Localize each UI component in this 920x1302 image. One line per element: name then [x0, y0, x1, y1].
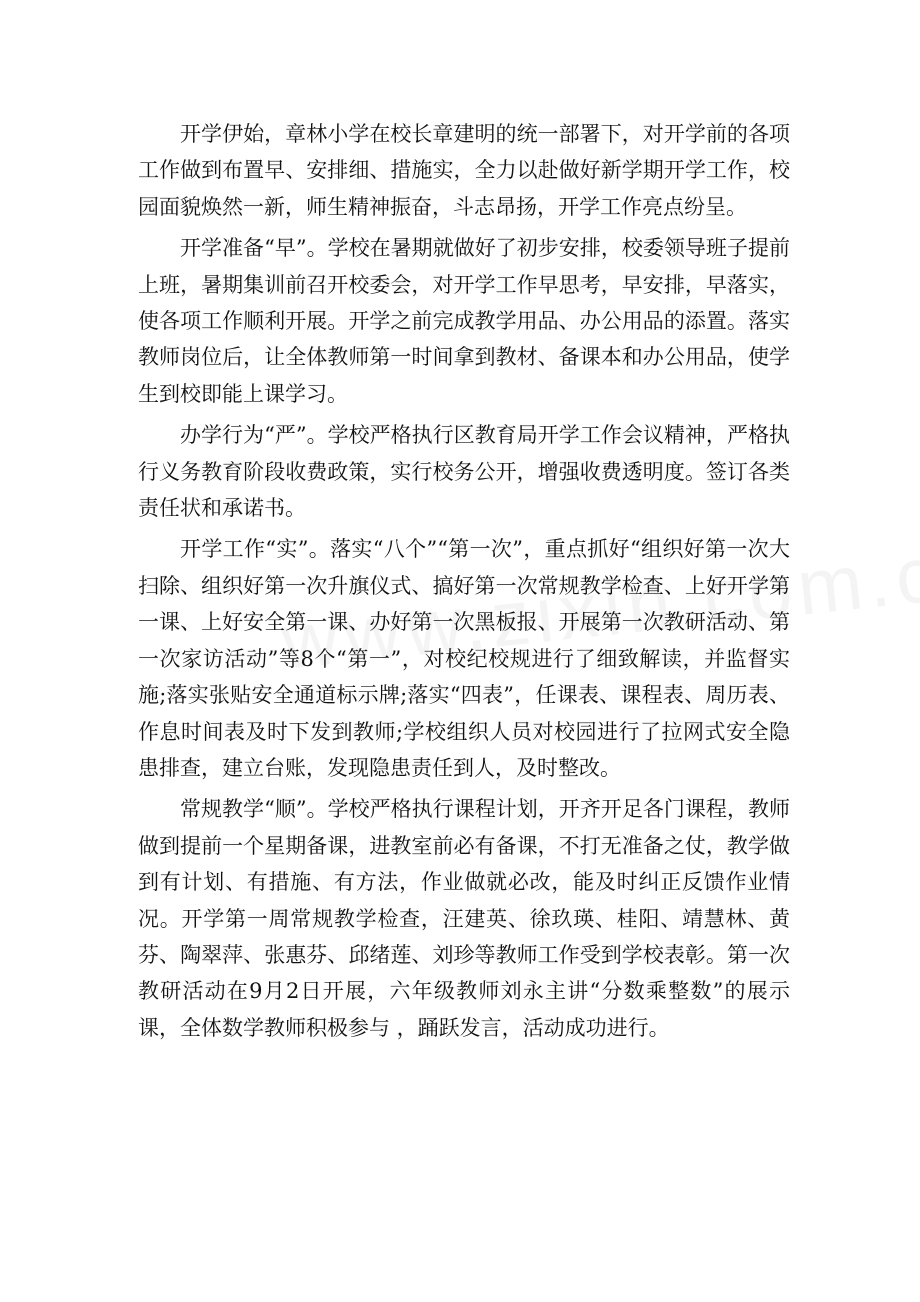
document-body	[138, 116, 790, 1051]
paragraph-conduct: 办学行为“严”。学校严格执行区教育局开学工作会议精神，严格执行义务教育阶段收费政策，实行校务公开，增强收费透明度。签订各类责任状和承诺书。	[138, 423, 790, 521]
paragraph-work: 开学工作“实”。落实“八个”“第一次”，重点抓好“组织好第一次大扫除、组织好第一次升旗仪式、搞好第一次常规教学检查、上好开学第一课、上好安全第一课、办好第一次黑板报、开展第一次教研活动、第一次家访活动”等8个“第一”，对校纪校规进行了细致解读，并监督实施;落实张贴安全通道标示牌;落实“四表”，任课表、课程表、周历表、作息时间表及时下发到教师;学校组织人员对校园进行了拉网式安全隐患排查，建立台账，发现隐患责任到人，及时整改。	[138, 537, 790, 780]
paragraph-intro: 开学伊始，章林小学在校长章建明的统一部署下，对开学前的各项工作做到布置早、安排细、措施实，全力以赴做好新学期开学工作，校园面貌焕然一新，师生精神振奋，斗志昂扬，开学工作亮点纷呈。	[138, 122, 790, 219]
paragraph-preparation: 开学准备“早”。学校在暑期就做好了初步安排，校委领导班子提前上班，暑期集训前召开校委会，对开学工作早思考，早安排，早落实，使各项工作顺利开展。开学之前完成教学用品、办公用品的添置。落实教师岗位后，让全体教师第一时间拿到教材、备课本和办公用品，使学生到校即能上课学习。	[138, 236, 790, 406]
paragraph-teaching: 常规教学“顺”。学校严格执行课程计划，开齐开足各门课程，教师做到提前一个星期备课，进教室前必有备课，不打无准备之仗，教学做到有计划、有措施、有方法，作业做就必改，能及时纠正反馈作业情况。开学第一周常规教学检查，汪建英、徐玖瑛、桂阳、靖慧林、黄芬、陶翠萍、张惠芬、邱绪莲、刘珍等教师工作受到学校表彰。第一次教研活动在9月2日开展，六年级教师刘永主讲“分数乘整数”的展示课，全体数学教师积极参与 ，踊跃发言，活动成功进行。	[138, 797, 790, 1040]
